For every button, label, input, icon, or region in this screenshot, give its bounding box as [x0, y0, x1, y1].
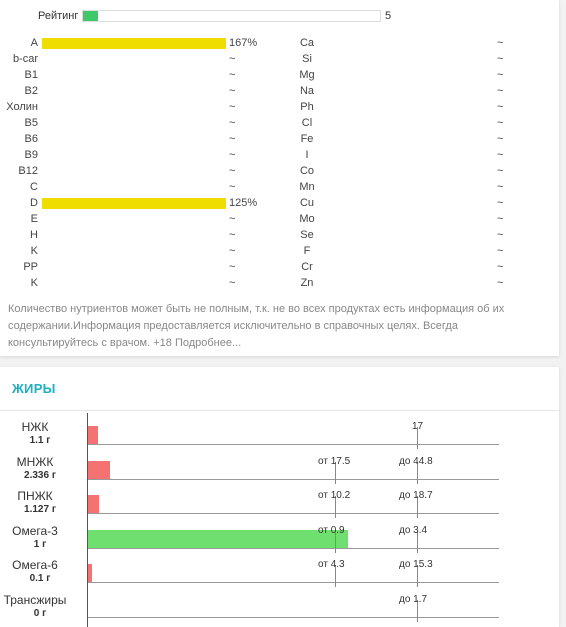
mineral-name: Cl — [301, 117, 313, 129]
rating-value: 5 — [385, 10, 392, 22]
mineral-name: Co — [299, 165, 315, 177]
fat-row — [0, 521, 559, 555]
vitamin-name: PP — [23, 261, 38, 273]
mineral-name: Si — [302, 53, 312, 65]
fat-max-label: до 18.7 — [399, 490, 433, 501]
nutrient-row — [0, 67, 559, 83]
fat-baseline — [88, 617, 499, 618]
fat-min-label: от 4.3 — [318, 559, 345, 570]
mineral-value: ~ — [497, 69, 504, 81]
vitamin-value: ~ — [229, 277, 236, 289]
fat-bar — [88, 530, 348, 548]
fat-baseline — [88, 444, 499, 445]
fat-max-label: до 3.4 — [399, 524, 428, 536]
vitamin-value: ~ — [229, 69, 236, 81]
fat-name: ПНЖК — [17, 489, 53, 503]
rating-bar — [82, 10, 381, 22]
vitamin-name: B6 — [24, 133, 38, 145]
mineral-value: ~ — [497, 101, 504, 113]
fat-row — [0, 486, 559, 520]
vitamin-name: H — [30, 229, 38, 241]
mineral-name: Na — [299, 85, 315, 97]
fat-amount: 1.127 г — [24, 504, 56, 515]
fat-min-label: от 0.9 — [318, 524, 345, 536]
rating-bar-fill — [83, 11, 98, 21]
fat-name: Омега-3 — [12, 523, 58, 538]
mineral-name: Zn — [300, 277, 314, 289]
vitamin-value: ~ — [229, 85, 236, 97]
mineral-name: Mg — [299, 69, 315, 81]
mineral-name: F — [303, 245, 311, 257]
fat-bar — [88, 426, 98, 444]
fat-row — [0, 555, 559, 589]
mineral-value: ~ — [497, 245, 504, 257]
vitamin-value: ~ — [229, 261, 236, 273]
mineral-value: ~ — [497, 181, 504, 193]
nutrient-row — [0, 195, 559, 211]
fat-baseline — [88, 582, 499, 583]
vitamin-name: K — [30, 277, 38, 289]
mineral-value: ~ — [497, 53, 504, 65]
mineral-value: ~ — [497, 277, 504, 289]
vitamin-value: ~ — [229, 117, 236, 129]
fat-name: МНЖК — [16, 454, 54, 469]
nutrient-row — [0, 179, 559, 195]
vitamin-value: ~ — [229, 245, 236, 257]
nutrient-row — [0, 243, 559, 259]
mineral-value: ~ — [497, 165, 504, 177]
fats-card — [0, 367, 559, 627]
mineral-name: Se — [300, 229, 314, 241]
vitamin-value: ~ — [229, 213, 236, 225]
vitamin-name: C — [30, 181, 38, 193]
vitamin-name: A — [30, 37, 38, 49]
nutrient-row — [0, 147, 559, 163]
fat-row — [0, 417, 559, 451]
mineral-name: Ph — [300, 101, 314, 113]
nutrient-row — [0, 275, 559, 291]
vitamin-value: ~ — [229, 101, 236, 113]
mineral-value: ~ — [497, 261, 504, 273]
nutrient-row — [0, 35, 559, 51]
nutrient-row — [0, 51, 559, 67]
mineral-value: ~ — [497, 213, 504, 225]
fat-baseline — [88, 548, 499, 549]
fat-baseline — [88, 513, 499, 514]
fats-title: ЖИРЫ — [12, 381, 56, 396]
fat-name: Трансжиры — [3, 592, 67, 607]
fat-max-label: 17 — [412, 421, 424, 432]
fat-amount: 1 г — [33, 538, 47, 550]
vitamin-name: Холин — [6, 101, 38, 113]
disclaimer-note[interactable]: Количество нутриентов может быть не полным, т.к. не во всех продуктах есть информация об их содержании.Информация предоставляется исключительно в справочных целях. Всегда консультируйтесь с врачом. +18 Подробнее... — [8, 303, 505, 349]
mineral-name: Cr — [301, 261, 313, 273]
vitamin-name: B1 — [24, 69, 38, 81]
fat-min-label: от 17.5 — [318, 455, 351, 467]
mineral-name: Fe — [300, 133, 314, 145]
mineral-value: ~ — [497, 85, 504, 97]
fat-amount: 2.336 г — [24, 469, 56, 481]
vitamin-value: ~ — [229, 133, 236, 145]
fats-header — [0, 367, 559, 411]
fat-amount: 0.1 г — [29, 573, 51, 584]
mineral-value: ~ — [497, 37, 504, 49]
nutrient-row — [0, 83, 559, 99]
mineral-value: ~ — [497, 197, 504, 209]
fat-bar — [88, 495, 99, 513]
vitamin-name: E — [30, 213, 38, 225]
vitamin-name: b-car — [12, 53, 38, 65]
rating-label: Рейтинг — [38, 10, 79, 22]
mineral-value: ~ — [497, 229, 504, 241]
fat-bar — [88, 564, 92, 582]
vitamin-name: B9 — [24, 149, 38, 161]
mineral-name: Cu — [299, 197, 315, 209]
nutrient-row — [0, 259, 559, 275]
fat-name: Омега-6 — [12, 558, 58, 572]
vitamin-name: D — [30, 197, 38, 209]
mineral-name: I — [305, 149, 309, 161]
vitamin-value: 125% — [229, 197, 258, 209]
vitamin-name: B2 — [24, 85, 38, 97]
fat-row — [0, 590, 559, 624]
vitamin-name: B12 — [18, 165, 38, 177]
fat-baseline — [88, 479, 499, 480]
mineral-value: ~ — [497, 149, 504, 161]
vitamin-value: ~ — [229, 53, 236, 65]
nutrient-row — [0, 163, 559, 179]
vitamin-name: K — [30, 245, 38, 257]
fat-amount: 0 г — [33, 607, 47, 619]
fat-name: НЖК — [21, 420, 49, 434]
mineral-name: Mo — [299, 213, 315, 225]
fat-min-label: от 10.2 — [318, 490, 351, 501]
nutrient-row — [0, 115, 559, 131]
vitamin-bar — [42, 38, 226, 49]
fat-max-label: до 1.7 — [399, 593, 428, 605]
vitamin-name: B5 — [24, 117, 38, 129]
fat-row — [0, 452, 559, 486]
vitamin-bar — [42, 198, 226, 209]
vitamin-value: ~ — [229, 149, 236, 161]
vitamin-value: ~ — [229, 165, 236, 177]
mineral-name: Mn — [299, 181, 315, 193]
nutrient-row — [0, 227, 559, 243]
vitamin-value: ~ — [229, 229, 236, 241]
nutrient-row — [0, 131, 559, 147]
fat-amount: 1.1 г — [29, 435, 51, 446]
fat-bar — [88, 461, 110, 479]
mineral-value: ~ — [497, 133, 504, 145]
mineral-value: ~ — [497, 117, 504, 129]
mineral-name: Ca — [299, 37, 315, 49]
fat-max-label: до 15.3 — [399, 559, 433, 570]
vitamin-value: ~ — [229, 181, 236, 193]
vitamin-value: 167% — [229, 37, 258, 49]
nutrient-row — [0, 99, 559, 115]
fat-max-label: до 44.8 — [399, 455, 433, 467]
nutrient-row — [0, 211, 559, 227]
